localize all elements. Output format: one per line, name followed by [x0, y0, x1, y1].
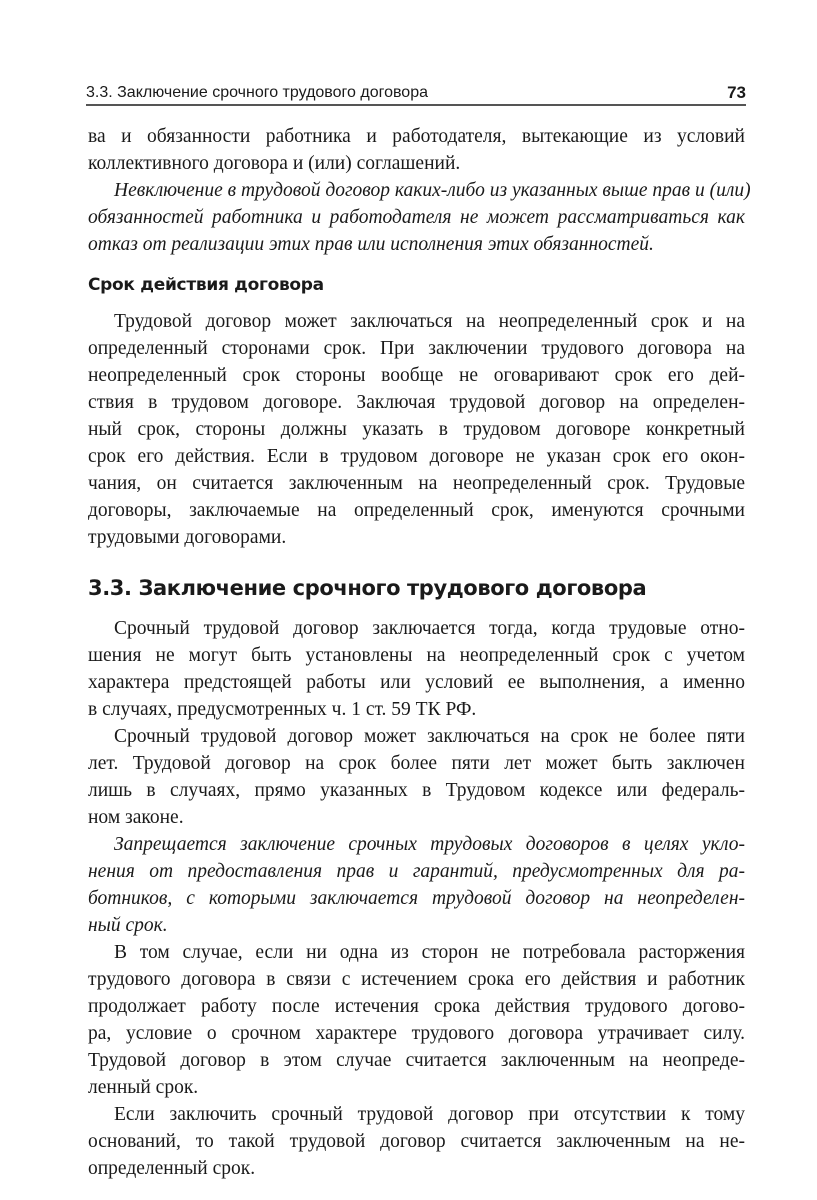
italic-paragraph	[88, 177, 751, 258]
text-line: определенный срок.	[88, 1158, 256, 1179]
text-line: договоры, заключаемые на определенный срок, именуются срочными	[88, 500, 745, 521]
text-line: ва и обязанности работника и работодателя, вытекающие из условий	[88, 126, 745, 147]
paragraph	[88, 939, 745, 1101]
subsection-heading: Срок действия договора	[88, 275, 324, 295]
text-line: отказ от реализации этих прав или исполнения этих обязанностей.	[88, 234, 654, 255]
page-body	[88, 123, 751, 1182]
text-line: ра, условие о срочном характере трудового договора утрачивает силу.	[88, 1023, 745, 1044]
paragraph	[88, 308, 745, 551]
text-line: определенный сторонами срок. При заключении трудового договора на	[88, 338, 745, 359]
paragraph	[88, 615, 745, 723]
text-line: Если заключить срочный трудовой договор при отсутствии к тому	[114, 1104, 745, 1125]
paragraph	[88, 123, 745, 177]
page-number: 73	[727, 83, 746, 102]
running-header	[86, 80, 746, 106]
text-line: Трудовой договор в этом случае считается заключенным на неопреде-	[88, 1050, 745, 1071]
text-line: трудового договора в связи с истечением срока его действия и работник	[88, 969, 745, 990]
paragraph	[88, 723, 745, 831]
text-line: обязанностей работника и работодателя не может рассматриваться как	[88, 207, 745, 228]
text-line: шения не могут быть установлены на неопределенный срок с учетом	[88, 645, 745, 666]
text-line: оснований, то такой трудовой договор считается заключенным на не-	[88, 1131, 745, 1152]
text-line: продолжает работу после истечения срока действия трудового догово-	[88, 996, 745, 1017]
text-line: лет. Трудовой договор на срок более пяти лет может быть заключен	[88, 753, 745, 774]
text-line: ном законе.	[88, 807, 184, 828]
text-line: ный срок, стороны должны указать в трудовом договоре конкретный	[88, 419, 745, 440]
text-line: Запрещается заключение срочных трудовых договоров в целях укло-	[114, 834, 745, 855]
text-line: Трудовой договор может заключаться на неопределенный срок и на	[114, 311, 745, 332]
running-header-title: 3.3. Заключение срочного трудового договора	[86, 84, 428, 101]
text-line: ботников, с которыми заключается трудовой договор на неопределен-	[88, 888, 745, 909]
text-line: Невключение в трудовой договор каких-либо из указанных выше прав и (или)	[114, 180, 751, 201]
italic-paragraph	[88, 831, 745, 939]
text-line: ленный срок.	[88, 1077, 199, 1098]
text-line: трудовыми договорами.	[88, 527, 287, 548]
text-line: ный срок.	[88, 915, 168, 936]
text-line: коллективного договора и (или) соглашений.	[88, 153, 461, 174]
text-line: ствия в трудовом договоре. Заключая трудовой договор на определен-	[88, 392, 745, 413]
text-line: лишь в случаях, прямо указанных в Трудовом кодексе или федераль-	[88, 780, 745, 801]
text-line: нения от предоставления прав и гарантий, предусмотренных для ра-	[88, 861, 745, 882]
text-line: Срочный трудовой договор может заключаться на срок не более пяти	[114, 726, 745, 747]
paragraph	[88, 1101, 745, 1182]
text-line: чания, он считается заключенным на неопределенный срок. Трудовые	[88, 473, 745, 494]
text-line: неопределенный срок стороны вообще не оговаривают срок его дей-	[88, 365, 745, 386]
text-line: характера предстоящей работы или условий ее выполнения, а именно	[88, 672, 745, 693]
text-line: В том случае, если ни одна из сторон не потребовала расторжения	[114, 942, 745, 963]
text-line: в случаях, предусмотренных ч. 1 ст. 59 ТК РФ.	[88, 699, 477, 720]
text-line: срок его действия. Если в трудовом договоре не указан срок его окон-	[88, 446, 745, 467]
text-line: Срочный трудовой договор заключается тогда, когда трудовые отно-	[114, 618, 745, 639]
section-heading: 3.3. Заключение срочного трудового договора	[88, 576, 647, 600]
